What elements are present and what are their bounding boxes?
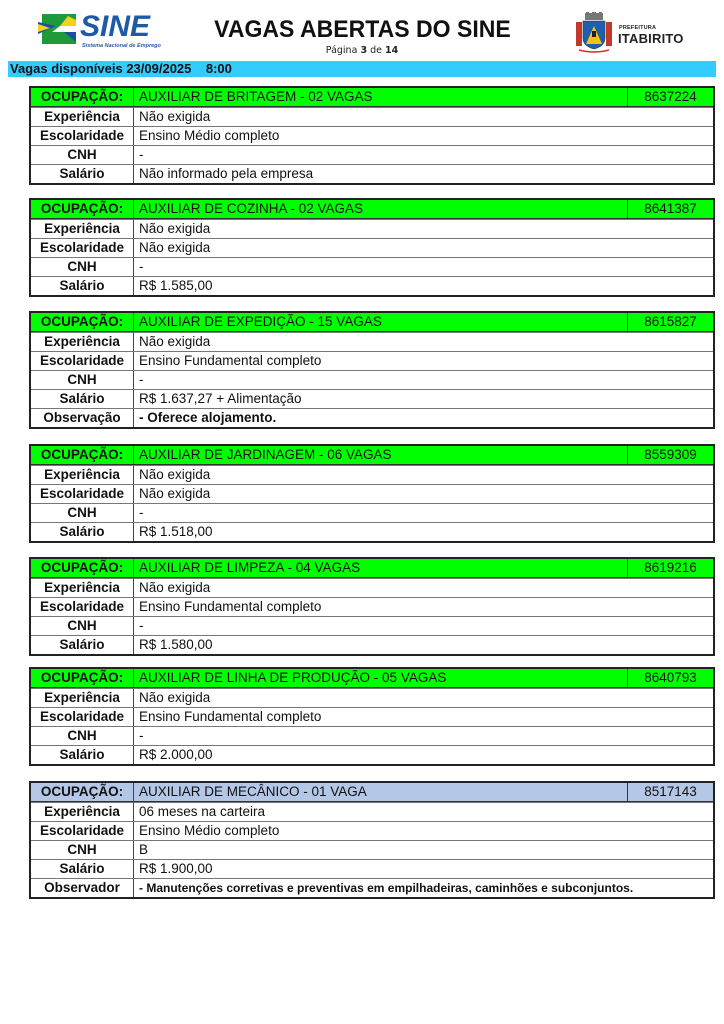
experience-row (31, 688, 713, 707)
job-card (29, 444, 715, 543)
salary-row (31, 635, 713, 654)
education-value: Ensino Médio completo (139, 823, 280, 838)
job-title: AUXILIAR DE COZINHA - 02 VAGAS (139, 201, 364, 216)
job-card (29, 557, 715, 656)
page-of: de (370, 45, 382, 56)
cnh-value: - (139, 728, 144, 743)
job-title: AUXILIAR DE LINHA DE PRODUÇÃO - 05 VAGAS (139, 670, 447, 685)
job-title: AUXILIAR DE MECÂNICO - 01 VAGA (139, 784, 367, 799)
education-value: Ensino Fundamental completo (139, 353, 322, 368)
occupation-label: OCUPAÇÃO: (31, 559, 134, 577)
salary-value: R$ 1.900,00 (139, 861, 213, 876)
salary-value: R$ 1.518,00 (139, 524, 213, 539)
salary-row (31, 164, 713, 183)
observation-value: - Oferece alojamento. (139, 410, 277, 425)
experience-row (31, 465, 713, 484)
observation-label: Observação (31, 409, 134, 427)
observer-value: - Manutenções corretivas e preventivas em empilhadeiras, caminhões e subconjuntos. (139, 881, 634, 895)
cnh-row (31, 726, 713, 745)
occupation-label: OCUPAÇÃO: (31, 783, 134, 801)
education-label: Escolaridade (31, 239, 134, 257)
education-label: Escolaridade (31, 485, 134, 503)
salary-label: Salário (31, 746, 134, 764)
job-header-row (31, 88, 713, 107)
cnh-value: - (139, 259, 144, 274)
job-title: AUXILIAR DE JARDINAGEM - 06 VAGAS (139, 447, 392, 462)
cnh-value: - (139, 505, 144, 520)
education-label: Escolaridade (31, 127, 134, 145)
cnh-row (31, 257, 713, 276)
salary-value: R$ 2.000,00 (139, 747, 213, 762)
occupation-label: OCUPAÇÃO: (31, 313, 134, 331)
job-code: 8517143 (627, 783, 713, 801)
job-card (29, 198, 715, 297)
experience-label: Experiência (31, 579, 134, 597)
job-code: 8640793 (627, 669, 713, 687)
salary-label: Salário (31, 523, 134, 541)
job-code: 8641387 (627, 200, 713, 218)
experience-label: Experiência (31, 466, 134, 484)
sine-logo-subtitle: Sistema Nacional de Emprego (82, 43, 161, 49)
cnh-row (31, 145, 713, 164)
cnh-row (31, 840, 713, 859)
cnh-row (31, 616, 713, 635)
cnh-row (31, 370, 713, 389)
experience-label: Experiência (31, 108, 134, 126)
salary-label: Salário (31, 390, 134, 408)
education-row (31, 351, 713, 370)
job-code: 8615827 (627, 313, 713, 331)
cnh-label: CNH (31, 258, 134, 276)
education-value: Ensino Fundamental completo (139, 599, 322, 614)
job-code: 8559309 (627, 446, 713, 464)
education-label: Escolaridade (31, 708, 134, 726)
salary-row (31, 745, 713, 764)
salary-label: Salário (31, 277, 134, 295)
education-row (31, 238, 713, 257)
date-label: Vagas disponíveis 23/09/2025 (10, 61, 192, 76)
experience-row (31, 219, 713, 238)
cnh-row (31, 503, 713, 522)
cnh-value: - (139, 618, 144, 633)
education-row (31, 484, 713, 503)
cnh-label: CNH (31, 371, 134, 389)
experience-value: Não exigida (139, 690, 211, 705)
salary-value: R$ 1.637,27 + Alimentação (139, 391, 302, 406)
job-card (29, 86, 715, 185)
education-row (31, 707, 713, 726)
experience-label: Experiência (31, 220, 134, 238)
cnh-value: B (139, 842, 149, 857)
experience-label: Experiência (31, 333, 134, 351)
experience-row (31, 107, 713, 126)
job-header-row (31, 783, 713, 802)
salary-label: Salário (31, 165, 134, 183)
observer-row (31, 878, 713, 897)
job-header-row (31, 446, 713, 465)
job-title: AUXILIAR DE EXPEDIÇÃO - 15 VAGAS (139, 314, 382, 329)
page-header (0, 0, 724, 60)
city-crest-icon (575, 12, 613, 54)
job-header-row (31, 669, 713, 688)
education-label: Escolaridade (31, 352, 134, 370)
job-header-row (31, 200, 713, 219)
job-title: AUXILIAR DE LIMPEZA - 04 VAGAS (139, 560, 361, 575)
cnh-label: CNH (31, 841, 134, 859)
salary-row (31, 276, 713, 295)
experience-value: Não exigida (139, 109, 211, 124)
prefeitura-label: PREFEITURA (619, 25, 657, 31)
job-code: 8637224 (627, 88, 713, 106)
education-label: Escolaridade (31, 598, 134, 616)
salary-row (31, 522, 713, 541)
job-header-row (31, 313, 713, 332)
cnh-label: CNH (31, 146, 134, 164)
sine-logo-text: SINE (80, 10, 151, 43)
salary-row (31, 859, 713, 878)
cnh-value: - (139, 147, 144, 162)
page-current: 3 (360, 45, 368, 56)
cnh-label: CNH (31, 504, 134, 522)
salary-value: R$ 1.585,00 (139, 278, 213, 293)
occupation-label: OCUPAÇÃO: (31, 200, 134, 218)
education-value: Ensino Fundamental completo (139, 709, 322, 724)
education-row (31, 821, 713, 840)
experience-value: Não exigida (139, 467, 211, 482)
education-value: Não exigida (139, 240, 211, 255)
salary-label: Salário (31, 860, 134, 878)
salary-label: Salário (31, 636, 134, 654)
experience-value: 06 meses na carteira (139, 804, 266, 819)
experience-label: Experiência (31, 803, 134, 821)
salary-row (31, 389, 713, 408)
cnh-label: CNH (31, 727, 134, 745)
experience-value: Não exigida (139, 580, 211, 595)
occupation-label: OCUPAÇÃO: (31, 446, 134, 464)
experience-label: Experiência (31, 689, 134, 707)
experience-row (31, 802, 713, 821)
education-row (31, 126, 713, 145)
date-time: 8:00 (205, 61, 232, 76)
education-row (31, 597, 713, 616)
observer-label: Observador (31, 879, 134, 897)
experience-row (31, 332, 713, 351)
page-title: VAGAS ABERTAS DO SINE (213, 16, 511, 43)
job-code: 8619216 (627, 559, 713, 577)
experience-value: Não exigida (139, 221, 211, 236)
job-card (29, 781, 715, 899)
cnh-value: - (139, 372, 144, 387)
job-card (29, 311, 715, 429)
observation-row (31, 408, 713, 427)
experience-row (31, 578, 713, 597)
job-header-row (31, 559, 713, 578)
occupation-label: OCUPAÇÃO: (31, 669, 134, 687)
cnh-label: CNH (31, 617, 134, 635)
education-label: Escolaridade (31, 822, 134, 840)
date-bar (8, 61, 716, 77)
experience-value: Não exigida (139, 334, 211, 349)
job-title: AUXILIAR DE BRITAGEM - 02 VAGAS (139, 89, 373, 104)
prefeitura-logo (575, 12, 690, 54)
job-card (29, 667, 715, 766)
page-total: 14 (385, 45, 399, 56)
city-name: ITABIRITO (618, 31, 684, 46)
salary-value: Não informado pela empresa (139, 166, 314, 181)
salary-value: R$ 1.580,00 (139, 637, 213, 652)
page-prefix: Página (325, 45, 358, 56)
education-value: Ensino Médio completo (139, 128, 280, 143)
education-value: Não exigida (139, 486, 211, 501)
occupation-label: OCUPAÇÃO: (31, 88, 134, 106)
